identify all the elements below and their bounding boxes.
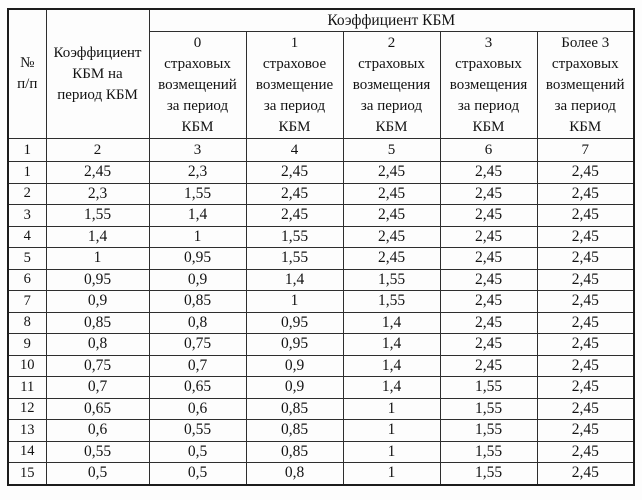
table-row: [8, 377, 634, 399]
header-claims-3: 3 страховых возмещения за период КБМ: [440, 32, 537, 139]
coefficient-value-cell: 0,85: [246, 441, 343, 463]
coefficient-value-cell: 2,45: [246, 162, 343, 184]
column-number-cell: 7: [537, 139, 634, 162]
coefficient-value-cell: 2,45: [440, 248, 537, 270]
group-header-kbm-coefficient: Коэффициент КБМ: [149, 9, 634, 32]
column-number-cell: 3: [149, 139, 246, 162]
row-number-cell: 4: [8, 226, 46, 248]
row-number-cell: 14: [8, 441, 46, 463]
coefficient-value-cell: 0,5: [46, 463, 149, 485]
table-row: [8, 291, 634, 313]
table-row: [8, 183, 634, 205]
table-row: [8, 398, 634, 420]
coefficient-value-cell: 1: [149, 226, 246, 248]
coefficient-value-cell: 1: [46, 248, 149, 270]
coefficient-value-cell: 2,45: [537, 377, 634, 399]
header-claims-0: 0 страховых возмещений за период КБМ: [149, 32, 246, 139]
coefficient-value-cell: 0,7: [149, 355, 246, 377]
coefficient-value-cell: 1: [343, 398, 440, 420]
coefficient-value-cell: 2,45: [440, 334, 537, 356]
table-row: [8, 312, 634, 334]
column-number-cell: 5: [343, 139, 440, 162]
coefficient-value-cell: 1,4: [246, 269, 343, 291]
coefficient-value-cell: 2,45: [343, 162, 440, 184]
coefficient-value-cell: 0,9: [46, 291, 149, 313]
coefficient-value-cell: 0,8: [246, 463, 343, 485]
kbm-coefficient-table: [7, 8, 635, 486]
coefficient-value-cell: 2,45: [440, 291, 537, 313]
coefficient-value-cell: 2,45: [440, 162, 537, 184]
coefficient-value-cell: 2,45: [537, 248, 634, 270]
coefficient-value-cell: 2,45: [537, 226, 634, 248]
coefficient-value-cell: 0,6: [149, 398, 246, 420]
row-number-cell: 10: [8, 355, 46, 377]
column-number-cell: 6: [440, 139, 537, 162]
table-row: [8, 463, 634, 485]
coefficient-value-cell: 1,4: [343, 377, 440, 399]
coefficient-value-cell: 0,85: [149, 291, 246, 313]
coefficient-value-cell: 2,45: [440, 183, 537, 205]
row-number-cell: 2: [8, 183, 46, 205]
coefficient-value-cell: 0,95: [246, 334, 343, 356]
row-number-cell: 8: [8, 312, 46, 334]
coefficient-value-cell: 0,7: [46, 377, 149, 399]
coefficient-value-cell: 0,55: [149, 420, 246, 442]
row-number-cell: 6: [8, 269, 46, 291]
table-row: [8, 441, 634, 463]
header-claims-1: 1 страховое возмещение за период КБМ: [246, 32, 343, 139]
coefficient-value-cell: 1,55: [46, 205, 149, 227]
coefficient-value-cell: 0,5: [149, 463, 246, 485]
coefficient-value-cell: 1,55: [440, 441, 537, 463]
coefficient-value-cell: 1,55: [246, 226, 343, 248]
header-kbm-coefficient-period: Коэффициент КБМ на период КБМ: [46, 9, 149, 139]
table-body: [8, 162, 634, 485]
coefficient-value-cell: 2,45: [537, 291, 634, 313]
group-header-row: [8, 9, 634, 32]
coefficient-value-cell: 2,45: [537, 441, 634, 463]
coefficient-value-cell: 0,5: [149, 441, 246, 463]
coefficient-value-cell: 0,85: [46, 312, 149, 334]
table-row: [8, 205, 634, 227]
table-row: [8, 248, 634, 270]
coefficient-value-cell: 0,95: [246, 312, 343, 334]
coefficient-value-cell: 0,95: [46, 269, 149, 291]
coefficient-value-cell: 1: [246, 291, 343, 313]
coefficient-value-cell: 0,9: [246, 377, 343, 399]
coefficient-value-cell: 2,45: [537, 162, 634, 184]
coefficient-value-cell: 2,45: [537, 420, 634, 442]
coefficient-value-cell: 1: [343, 420, 440, 442]
coefficient-value-cell: 1: [343, 441, 440, 463]
row-number-cell: 1: [8, 162, 46, 184]
column-number-cell: 4: [246, 139, 343, 162]
row-number-cell: 13: [8, 420, 46, 442]
coefficient-value-cell: 1,55: [149, 183, 246, 205]
coefficient-value-cell: 2,45: [440, 226, 537, 248]
coefficient-value-cell: 1,4: [343, 355, 440, 377]
coefficient-value-cell: 1,4: [343, 334, 440, 356]
coefficient-value-cell: 2,45: [537, 398, 634, 420]
coefficient-value-cell: 1,4: [46, 226, 149, 248]
table-row: [8, 334, 634, 356]
coefficient-value-cell: 0,75: [149, 334, 246, 356]
coefficient-value-cell: 1,55: [440, 420, 537, 442]
coefficient-value-cell: 2,45: [537, 463, 634, 485]
coefficient-value-cell: 2,45: [537, 205, 634, 227]
header-row-number: № п/п: [8, 9, 46, 139]
coefficient-value-cell: 0,55: [46, 441, 149, 463]
table-row: [8, 420, 634, 442]
coefficient-value-cell: 2,45: [440, 205, 537, 227]
coefficient-value-cell: 2,45: [440, 269, 537, 291]
coefficient-value-cell: 2,45: [537, 269, 634, 291]
coefficient-value-cell: 2,45: [343, 226, 440, 248]
coefficient-value-cell: 1,55: [440, 377, 537, 399]
table-row: [8, 162, 634, 184]
coefficient-value-cell: 1,4: [149, 205, 246, 227]
table-header: [8, 9, 634, 162]
table-row: [8, 269, 634, 291]
coefficient-value-cell: 2,45: [246, 183, 343, 205]
row-number-cell: 3: [8, 205, 46, 227]
row-number-cell: 5: [8, 248, 46, 270]
coefficient-value-cell: 0,6: [46, 420, 149, 442]
coefficient-value-cell: 1: [343, 463, 440, 485]
row-number-cell: 9: [8, 334, 46, 356]
coefficient-value-cell: 2,45: [246, 205, 343, 227]
coefficient-value-cell: 0,9: [246, 355, 343, 377]
table-row: [8, 355, 634, 377]
table-row: [8, 226, 634, 248]
row-number-cell: 15: [8, 463, 46, 485]
coefficient-value-cell: 0,85: [246, 398, 343, 420]
coefficient-value-cell: 0,65: [149, 377, 246, 399]
coefficient-value-cell: 2,45: [537, 334, 634, 356]
coefficient-value-cell: 2,3: [46, 183, 149, 205]
column-numbers-row: [8, 139, 634, 162]
coefficient-value-cell: 2,45: [537, 183, 634, 205]
coefficient-value-cell: 0,75: [46, 355, 149, 377]
coefficient-value-cell: 2,3: [149, 162, 246, 184]
coefficient-value-cell: 0,8: [46, 334, 149, 356]
coefficient-value-cell: 1,55: [440, 463, 537, 485]
coefficient-value-cell: 1,55: [440, 398, 537, 420]
coefficient-value-cell: 2,45: [46, 162, 149, 184]
coefficient-value-cell: 0,85: [246, 420, 343, 442]
coefficient-value-cell: 2,45: [537, 312, 634, 334]
row-number-cell: 7: [8, 291, 46, 313]
coefficient-value-cell: 1,4: [343, 312, 440, 334]
column-number-cell: 1: [8, 139, 46, 162]
coefficient-value-cell: 0,95: [149, 248, 246, 270]
coefficient-value-cell: 2,45: [440, 355, 537, 377]
header-claims-more-than-3: Более 3 страховых возмещений за период КБМ: [537, 32, 634, 139]
coefficient-value-cell: 2,45: [537, 355, 634, 377]
coefficient-value-cell: 1,55: [343, 291, 440, 313]
coefficient-value-cell: 2,45: [343, 205, 440, 227]
coefficient-value-cell: 2,45: [343, 248, 440, 270]
coefficient-value-cell: 0,8: [149, 312, 246, 334]
column-number-cell: 2: [46, 139, 149, 162]
coefficient-value-cell: 1,55: [343, 269, 440, 291]
row-number-cell: 11: [8, 377, 46, 399]
coefficient-value-cell: 2,45: [343, 183, 440, 205]
coefficient-value-cell: 0,9: [149, 269, 246, 291]
coefficient-value-cell: 2,45: [440, 312, 537, 334]
row-number-cell: 12: [8, 398, 46, 420]
header-claims-2: 2 страховых возмещения за период КБМ: [343, 32, 440, 139]
coefficient-value-cell: 1,55: [246, 248, 343, 270]
coefficient-value-cell: 0,65: [46, 398, 149, 420]
